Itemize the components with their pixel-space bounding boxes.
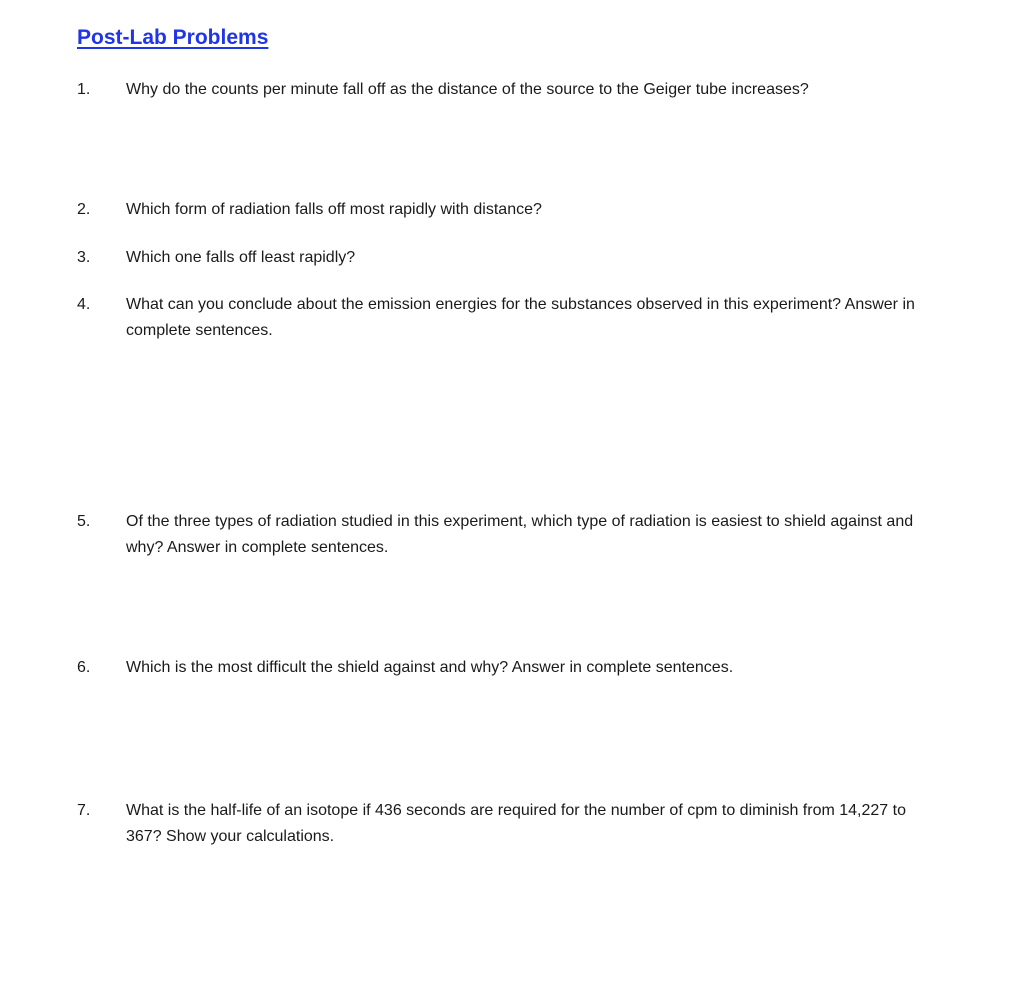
- question-text: Of the three types of radiation studied in this experiment, which type of radiation is easiest to shield against and why? Answer in complete sentences.: [126, 513, 914, 556]
- question-text: Which one falls off least rapidly?: [126, 249, 356, 266]
- question-number: 1.: [77, 81, 91, 98]
- question-number: 4.: [77, 296, 91, 313]
- question-number: 5.: [77, 513, 91, 530]
- question-number: 3.: [77, 249, 91, 266]
- question-number: 7.: [77, 802, 91, 819]
- question-text: Why do the counts per minute fall off as the distance of the source to the Geiger tube increases?: [126, 81, 809, 98]
- question-number: 6.: [77, 659, 91, 676]
- question-text: What can you conclude about the emission energies for the substances observed in this experiment? Answer in complete sentences.: [126, 296, 915, 339]
- question-text: Which is the most difficult the shield against and why? Answer in complete sentences.: [126, 659, 734, 676]
- page-title: Post-Lab Problems: [77, 26, 269, 49]
- question-text: What is the half-life of an isotope if 436 seconds are required for the number of cpm to diminish from 14,227 to 367? Show your calculations.: [126, 802, 906, 845]
- question-number: 2.: [77, 201, 91, 218]
- question-text: Which form of radiation falls off most rapidly with distance?: [126, 201, 542, 218]
